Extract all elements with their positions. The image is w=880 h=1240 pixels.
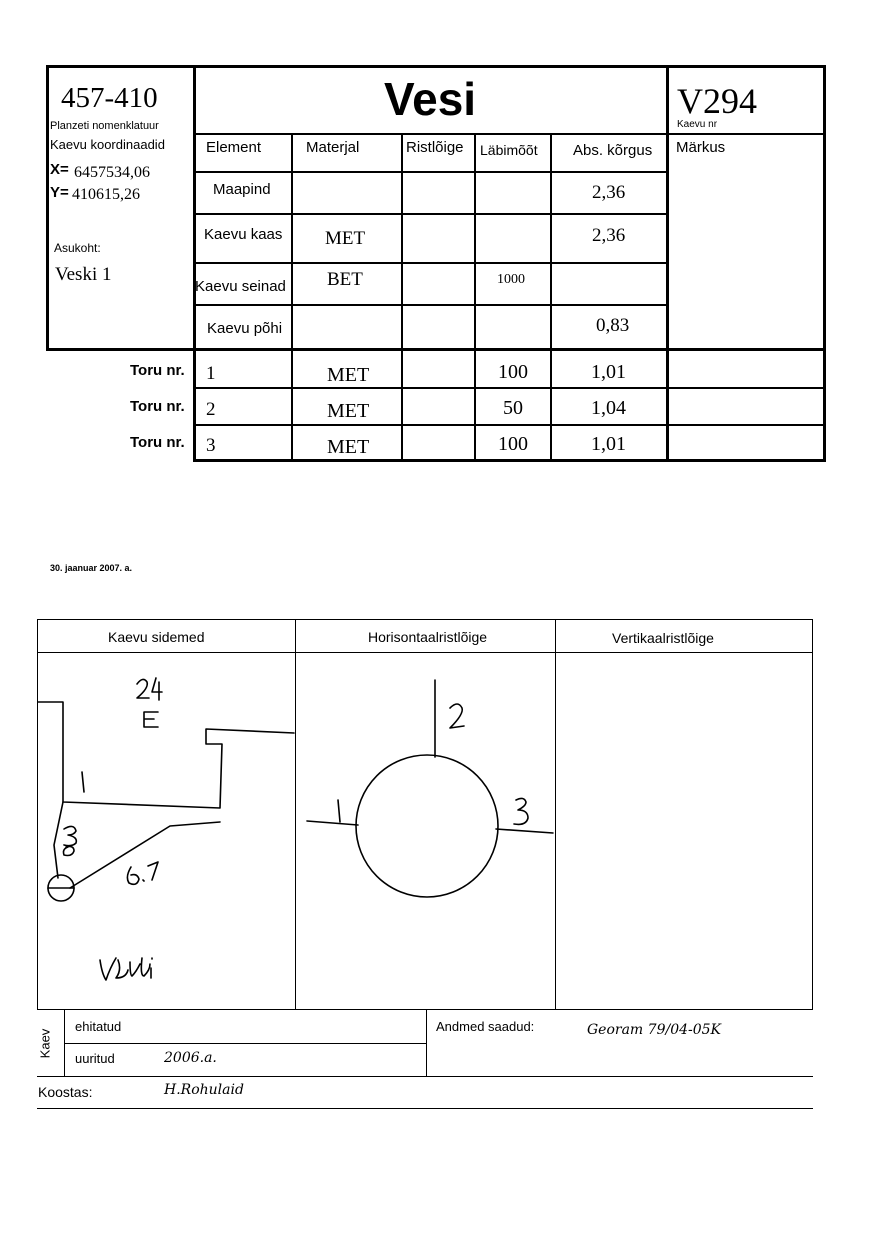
section-label-3 bbox=[514, 798, 528, 824]
pipe-nr: 3 bbox=[206, 435, 216, 456]
location-label: Asukoht: bbox=[54, 241, 101, 255]
pipe-material: MET bbox=[327, 436, 370, 458]
dimension-a bbox=[64, 826, 77, 855]
dimension-b bbox=[127, 862, 158, 884]
coordinates-label: Kaevu koordinaadid bbox=[50, 137, 165, 152]
page-title: Vesi bbox=[384, 73, 477, 125]
surveyed-value: 2006.a. bbox=[164, 1050, 217, 1066]
well-section-circle bbox=[356, 755, 498, 897]
row-element: Kaevu kaas bbox=[204, 226, 283, 243]
pipe-label: Toru nr. bbox=[130, 362, 185, 379]
location-value: Veski 1 bbox=[55, 264, 112, 285]
x-value: 6457534,06 bbox=[74, 164, 150, 181]
pipe-diameter: 50 bbox=[503, 397, 523, 419]
header-remarks: Märkus bbox=[676, 139, 726, 156]
row-element: Kaevu seinad bbox=[195, 278, 286, 295]
well-number-value: V294 bbox=[677, 81, 757, 121]
header-element: Element bbox=[206, 139, 262, 156]
document-date: 30. jaanuar 2007. a. bbox=[50, 563, 133, 573]
building-number bbox=[137, 678, 162, 700]
pipe-height: 1,01 bbox=[591, 433, 626, 455]
nomenclature-label: Planzeti nomenklatuur bbox=[50, 120, 159, 132]
section-label-2 bbox=[450, 704, 464, 728]
row-material: BET bbox=[327, 269, 363, 290]
row-element: Kaevu põhi bbox=[207, 320, 283, 337]
header-section: Ristlõige bbox=[406, 139, 464, 156]
header-diameter: Läbimõõt bbox=[480, 142, 538, 158]
surveyed-label: uuritud bbox=[75, 1051, 115, 1066]
pipe-nr: 1 bbox=[206, 363, 216, 384]
row-material: MET bbox=[325, 228, 366, 249]
pipe-material: MET bbox=[327, 400, 370, 422]
y-value: 410615,26 bbox=[72, 186, 140, 203]
pipe-height: 1,04 bbox=[591, 397, 626, 419]
row-height: 2,36 bbox=[592, 182, 626, 203]
well-side-label: Kaev bbox=[37, 1028, 53, 1059]
author-value: H.Rohulaid bbox=[164, 1082, 244, 1098]
pipe-height: 1,01 bbox=[591, 361, 626, 383]
pipe-line-1 bbox=[54, 802, 63, 878]
col-title-horizontal-section: Horisontaalristlõige bbox=[368, 629, 488, 645]
source-value: Georam 79/04-05K bbox=[587, 1022, 722, 1038]
col-title-connections: Kaevu sidemed bbox=[108, 629, 205, 645]
well-symbol bbox=[48, 875, 74, 901]
pipe-stub-3 bbox=[496, 829, 553, 833]
y-label: Y= bbox=[50, 184, 69, 201]
building-outline bbox=[38, 702, 294, 808]
pipe-label: Toru nr. bbox=[130, 398, 185, 415]
building-letter bbox=[144, 712, 158, 727]
row-element: Maapind bbox=[213, 181, 271, 198]
built-label: ehitatud bbox=[75, 1019, 122, 1034]
pipe-nr: 2 bbox=[206, 399, 216, 420]
pipe-label: Toru nr. bbox=[130, 434, 185, 451]
pipe-material: MET bbox=[327, 364, 370, 386]
pipe-stub-1 bbox=[307, 821, 358, 825]
header-material: Materjal bbox=[306, 139, 360, 156]
street-handwriting bbox=[100, 958, 152, 980]
header-height: Abs. kõrgus bbox=[573, 142, 653, 159]
pipe-diameter: 100 bbox=[498, 361, 528, 383]
row-diameter: 1000 bbox=[497, 272, 525, 287]
pipe-line-diagonal bbox=[70, 822, 220, 888]
source-label: Andmed saadud: bbox=[436, 1019, 535, 1034]
author-label: Koostas: bbox=[38, 1084, 93, 1100]
col-title-vertical-section: Vertikaalristlõige bbox=[612, 630, 714, 646]
x-label: X= bbox=[50, 161, 69, 178]
well-number-label: Kaevu nr bbox=[677, 119, 718, 130]
row-height: 2,36 bbox=[592, 225, 626, 246]
pipe-diameter: 100 bbox=[498, 433, 528, 455]
nomenclature-value: 457-410 bbox=[61, 82, 158, 114]
row-height: 0,83 bbox=[596, 315, 630, 336]
